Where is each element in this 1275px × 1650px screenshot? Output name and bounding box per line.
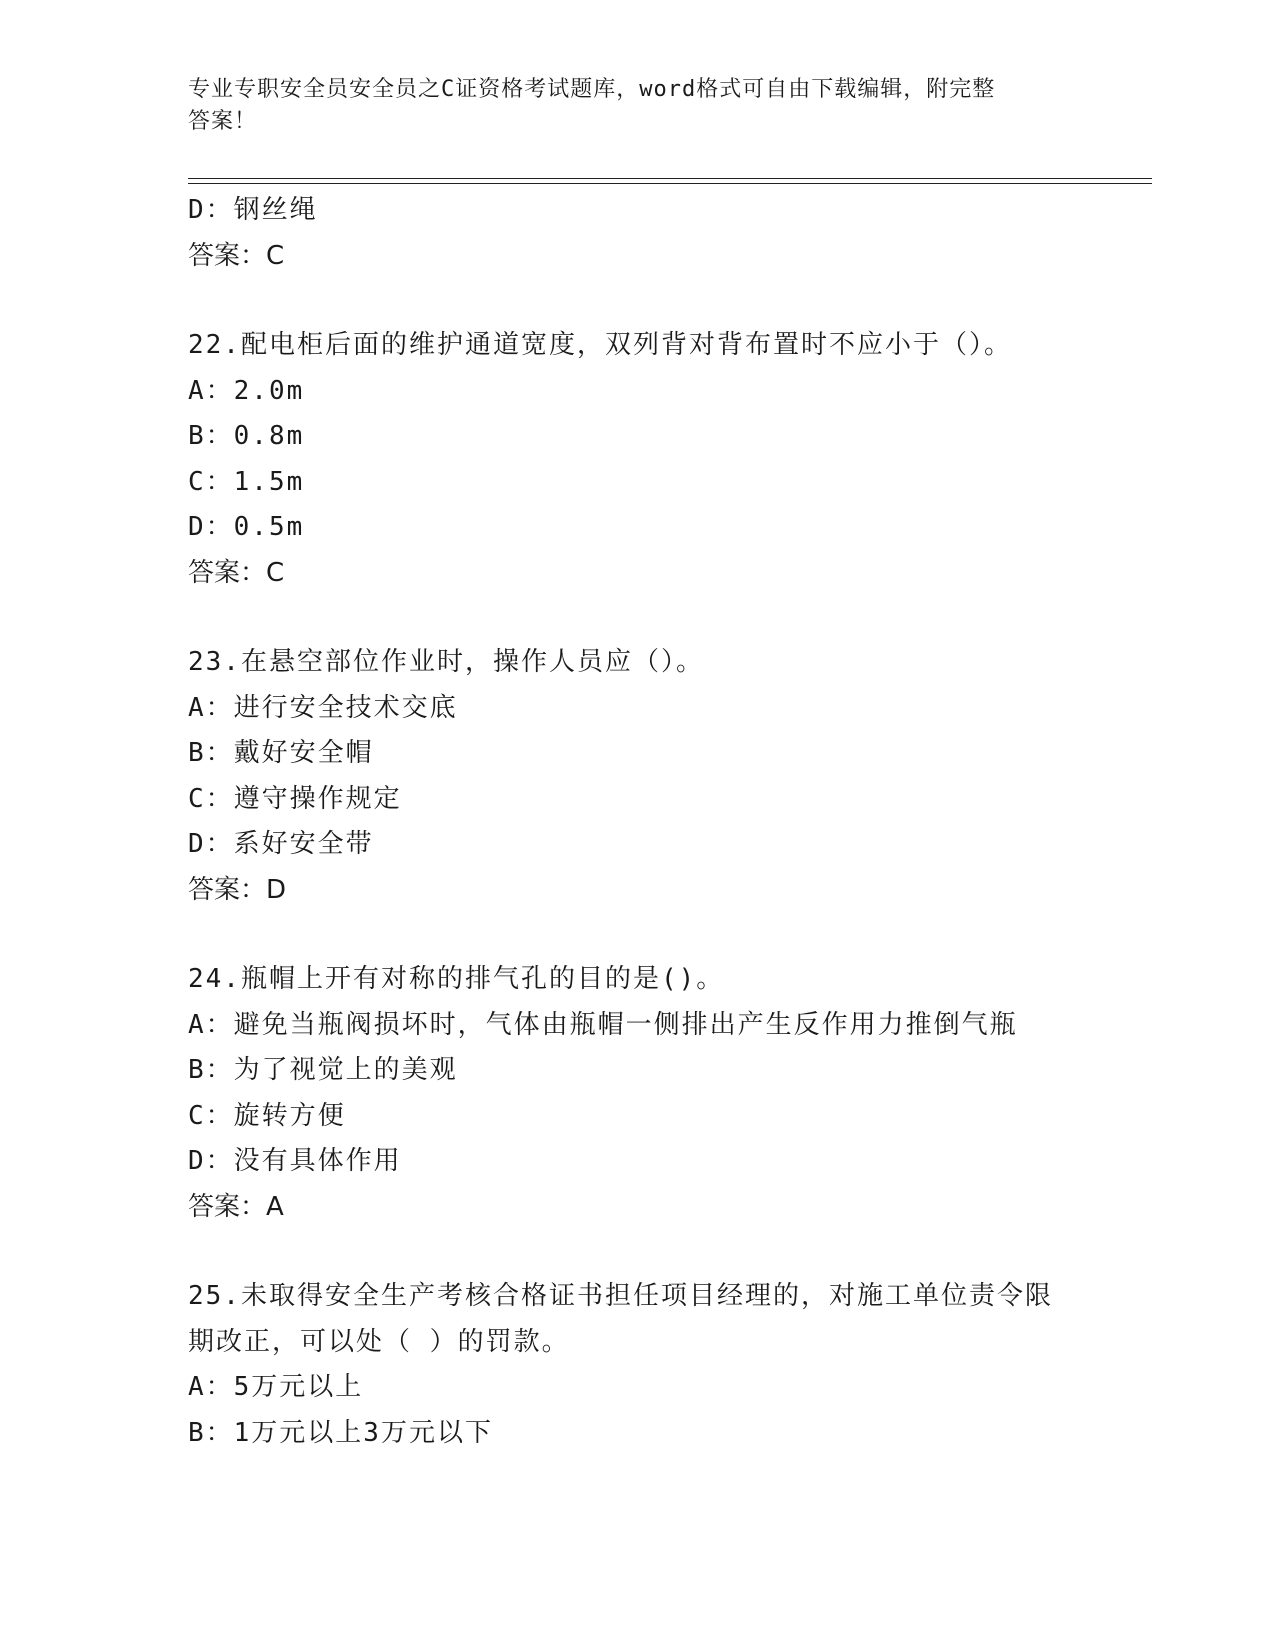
- question-stem: 24.瓶帽上开有对称的排气孔的目的是()。: [188, 964, 725, 994]
- answer-line: 答案：D: [188, 874, 287, 905]
- option-b: B：戴好安全帽: [188, 738, 374, 768]
- option-a: A：进行安全技术交底: [188, 692, 458, 723]
- question-24: [188, 957, 1148, 1230]
- header-line-2: 答案！: [188, 109, 258, 134]
- answer-line: 答案：C: [188, 240, 285, 271]
- option-c: C：1.5m: [188, 466, 305, 497]
- question-stem-line-2: 期改正，可以处（ ）的罚款。: [188, 1326, 570, 1357]
- question-stem: 22.配电柜后面的维护通道宽度，双列背对背布置时不应小于（）。: [188, 330, 1012, 360]
- option-b: B：为了视觉上的美观: [188, 1055, 458, 1085]
- option-d: D：没有具体作用: [188, 1146, 402, 1176]
- option-d: D：0.5m: [188, 512, 305, 542]
- question-stem-line-1: 25.未取得安全生产考核合格证书担任项目经理的，对施工单位责令限: [188, 1281, 1053, 1311]
- option-c: C：旋转方便: [188, 1100, 346, 1131]
- answer-line: 答案：A: [188, 1191, 284, 1222]
- option-d: D：系好安全带: [188, 829, 374, 859]
- option-d: D：钢丝绳: [188, 195, 318, 225]
- question-23: [188, 640, 1148, 913]
- option-b: B：0.8m: [188, 421, 305, 451]
- option-b: B：1万元以上3万元以下: [188, 1417, 493, 1448]
- question-stem: 23.在悬空部位作业时，操作人员应（）。: [188, 647, 704, 677]
- spacer: [188, 1230, 1148, 1274]
- header-line-1: 专业专职安全员安全员之C证资格考试题库，word格式可自由下载编辑，附完整: [188, 77, 996, 102]
- question-list: [188, 188, 1148, 1456]
- spacer: [188, 279, 1148, 323]
- header-divider-top: [188, 178, 1152, 179]
- spacer: [188, 913, 1148, 957]
- answer-line: 答案：C: [188, 557, 285, 588]
- document-header: [188, 74, 1068, 138]
- option-c: C：遵守操作规定: [188, 783, 402, 814]
- question-22: [188, 323, 1148, 596]
- option-a: A：避免当瓶阀损坏时，气体由瓶帽一侧排出产生反作用力推倒气瓶: [188, 1009, 1018, 1040]
- option-a: A：5万元以上: [188, 1372, 364, 1402]
- header-divider-bottom: [188, 183, 1152, 184]
- option-a: A：2.0m: [188, 375, 305, 406]
- question-25: [188, 1274, 1148, 1456]
- spacer: [188, 596, 1148, 640]
- previous-question-tail: [188, 188, 1148, 279]
